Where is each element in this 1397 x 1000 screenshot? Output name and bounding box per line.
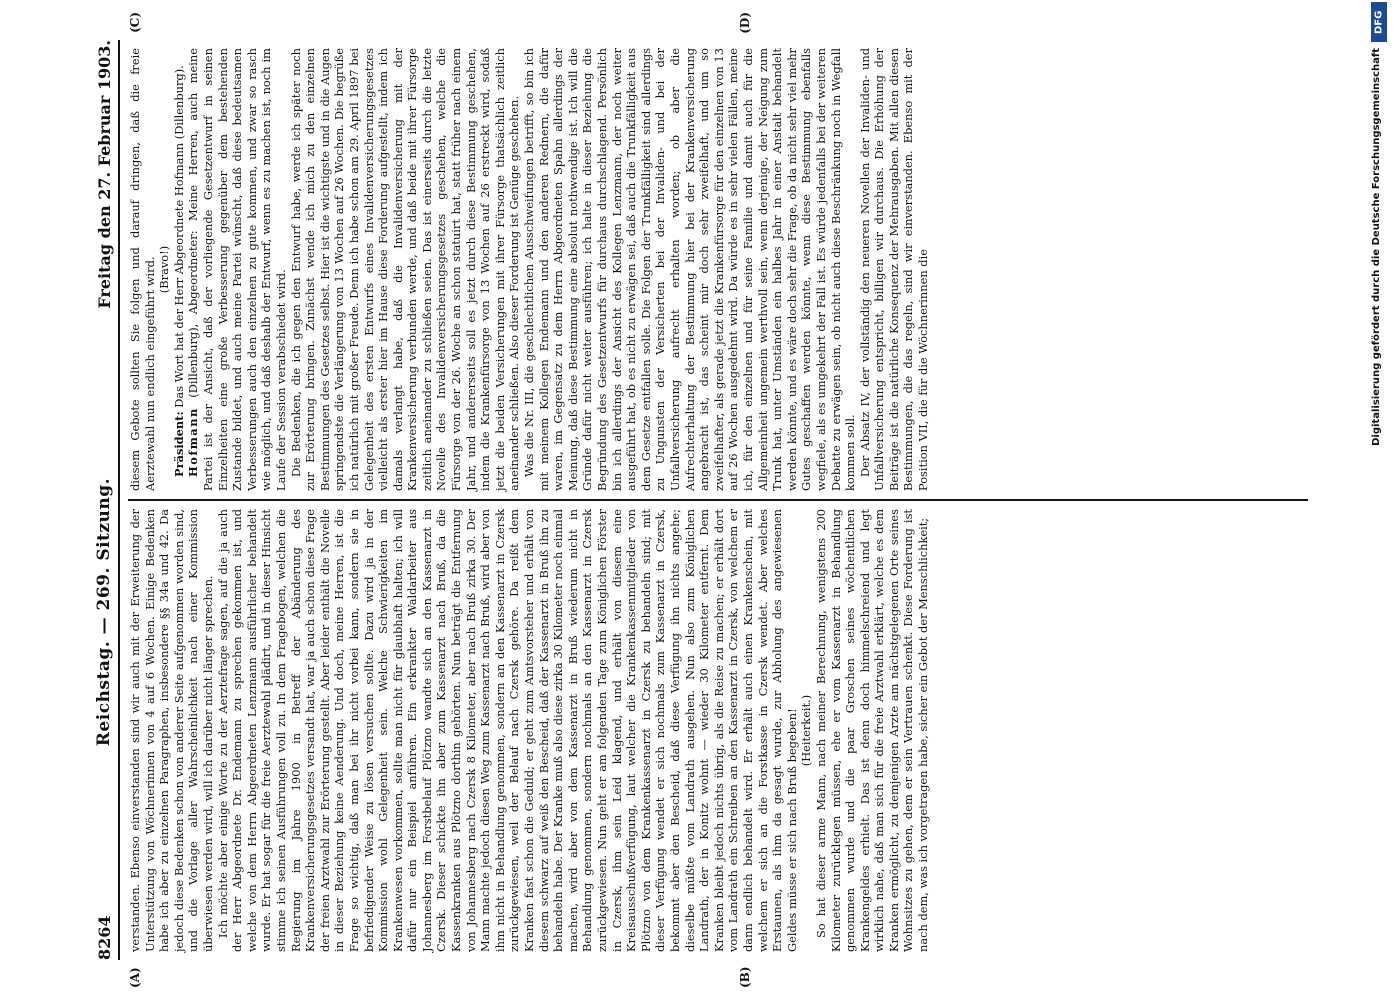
header-date: Freitag den 27. Februar 1903. <box>95 40 114 309</box>
interjection: (Bravo!) <box>157 245 172 294</box>
right-column <box>128 12 1308 499</box>
paragraph: So hat dieser arme Mann, nach meiner Berechnung, wenigstens 200 Kilometer zurücklegen müssen, ehe er vom Kassenarzt in Behandlung genommen wurde und die paar Groschen seines wöchentlichen Krankengeldes erhielt. Das ist denn doch himmelschreiend und legt wirklich nahe, daß man sich für die freie Arztwahl erklärt, welche es dem Kranken ermöglicht, zu demjenigen Arzte am nächstgelegenen Orte seines Wohnsitzes zu gehen, dem er sein Vertrauen schenkt. Diese Forderung ist nach dem, was ich vorgetragen habe, sicher ein Gebot der Menschlichkeit; <box>813 509 931 952</box>
speech-text: Das Wort hat der Herr Abgeordnete Hofmann (Dillenburg). <box>171 65 186 408</box>
speaker-name: Präsident: <box>171 411 186 477</box>
speech-text: (Dillenburg), Abgeordneter: Meine Herren, auch meine Partei ist der Ansicht, daß der vorliegende Gesetzentwurf in seinen Einzelheiten eine große Verbesserung gegenüber dem bestehenden Zustande bildet, und auch meine Partei wünscht, daß diese bedeutsamen Verbesserungen auch den einzelnen zu gute kommen, und zwar so rasch wie möglich, und daß deshalb der Entwurf, wenn es zu machen ist, noch im Laufe der Session verabschiedet wird. <box>186 48 288 491</box>
rotated-page <box>88 12 1308 988</box>
speaker-name: Hofmann <box>186 407 201 477</box>
paragraph <box>172 48 187 491</box>
interjection: (Heiterkeit.) <box>799 694 814 767</box>
credit-text: Digitalisierung gefördert durch die Deutsche Forschungsgemeinschaft <box>1371 48 1382 446</box>
left-column <box>128 499 1308 988</box>
paragraph: Die Bedenken, die ich gegen den Entwurf habe, werde ich später noch zur Erörterung bringen. Zunächst wende ich mich zu den einzelnen Bestimmungen des Gesetzes selbst. Hier ist die wichtigste und in die Augen springendste die Verlängerung von 13 Wochen auf 26 Wochen. Die begrüße ich natürlich mit großer Freude. Denn ich habe schon am 29. April 1897 bei Gelegenheit des ersten Entwurfs eines Invalidenversicherungsgesetzes vielleicht als erster hier im Hause diese Forderung aufgestellt, indem ich damals verlangt habe, daß die Invalidenversicherung mit der Krankenversicherung verbunden werde, und daß beide mit ihrer Fürsorge zeitlich aneinander zu schließen seien. Das ist einerseits durch die letzte Novelle des Invalidenversicherungsgesetzes geschehen, welche die Fürsorge von der 26. Woche an schon statuirt hat, statt früher nach einem Jahr, und andererseits soll es jetzt durch diese Bestimmung geschehen, indem die Krankenfürsorge von 13 Wochen auf 26 erstreckt wird, sodaß jetzt die beiden Versicherungen mit ihrer Fürsorge thatsächlich zeitlich aneinander schließen. Also dieser Forderung ist Genüge geschehen. <box>288 48 522 491</box>
paragraph: Ich möchte aber einige Worte zu der Aerztefrage sagen, auf die ja auch der Herr Abgeordnete Dr. Endemann zu sprechen gekommen ist, und welche von dem Herrn Abgeordneten Lenzmann ausführlicher behandelt wurde. Er hat sogar für die freie Aerztewahl plädirt, und in dieser Hinsicht stimme ich seinen Ausführungen voll zu. In dem Fragebogen, welchen die Regierung im Jahre 1900 in Betreff der Abänderung des Krankenversicherungsgesetzes versandt hat, war ja auch schon diese Frage der freien Arztwahl zur Erörterung gestellt. Aber leider enthält die Novelle in dieser Beziehung keine Aenderung. Und doch, meine Herren, ist die Frage so wichtig, daß man bei ihr nicht vorbei kann, sondern sie in befriedigender Weise zu lösen versuchen sollte. Dazu wird ja in der Kommission wohl Gelegenheit sein. Welche Schwierigkeiten im Krankenwesen vorkommen, sollte man nicht für glaubhaft halten; ich will dafür nur ein Beispiel anführen. Ein erkrankter Waldarbeiter aus Johannesberg im Forstbelauf Plötzno wandte sich an den Kassenarzt in Czersk. Dieser schickte ihn aber zum Kassenarzt nach Bruß, da die Kassenkranken aus Plötzno dorthin gehörten. Nun beträgt die Entfernung von Johannesberg nach Czersk 8 Kilometer, aber nach Bruß zirka 30. Der Mann machte jedoch diesen Weg zum Kassenarzt nach Bruß, wird aber von ihm nicht in Behandlung genommen, sondern an den Kassenarzt in Czersk zurückgewiesen, weil der Belauf nach Czersk gehöre. Da reißt dem Kranken fast schon die Geduld; er geht zum Amtsvorsteher und erhält von diesem schwarz auf weiß den Bescheid, daß der Kassenarzt in Bruß ihn zu behandeln habe. Der Kranke muß also diese zirka 30 Kilometer noch einmal machen, wird aber von dem Kassenarzt in Bruß wiederum nicht in Behandlung genommen, sondern nochmals an den Kassenarzt in Czersk zurückgewiesen. Nun geht er am folgenden Tage zum Königlichen Förster in Czersk, ihm sein Leid klagend, und erhält von diesem eine Kreisausschußverfügung, laut welcher die Krankenkassenmitglieder von Plötzno von dem Krankenkassenarzt in Czersk zu behandeln sind; mit dieser Verfügung wendet er sich nochmals zum Kassenarzt in Czersk, bekommt aber den Bescheid, daß diese Verfügung ihn nichts angehe; dieselbe müßte vom Landrath ausgehen. Nun also zum Königlichen Landrath, der in Konitz wohnt — wieder 30 Kilometer entfernt. Dem Kranken bleibt jedoch nichts übrig, als die Reise zu machen; er erhält dort vom Landrath ein Schreiben an den Kassenarzt in Czersk, von welchem er dann endlich behandelt wird. Er erhält auch einen Krankenschein, mit welchem er sich an die Forstkasse in Czersk wendet. Aber welches Erstaunen, als ihm da gesagt wurde, zur Abholung des angewiesenen Geldes müsse er sich nach Bruß begeben! <box>215 509 799 952</box>
margin-marker-c: (C) <box>128 12 142 33</box>
paragraph: Was die Nr. III, die geschlechtlichen Ausschweifungen betrifft, so bin ich mit meinem Kollegen Endemann und den anderen Rednern, die dafür waren, im Gegensatz zu dem Herrn Abgeordneten Spahn allerdings der Meinung, daß diese Bestimmung eine absolut nothwendige ist. Ich will die Gründe dafür nicht weiter ausführen; ich halte in dieser Beziehung die Begründung des Gesetzentwurfs für durchaus durchschlagend. Persönlich bin ich allerdings der Ansicht des Kollegen Lenzmann, der noch weiter ausgeführt hat, ob es nicht zu erwägen sei, daß auch die Trunkfälligkeit aus dem Gesetze entfallen solle. Die Folgen der Trunkfälligkeit sind allerdings zu Ungunsten der Versicherten bei der Invaliden- und bei der Unfallversicherung aufrecht erhalten worden; ob aber die Aufrechterhaltung der Bestimmung hier bei der Krankenversicherung angebracht ist, das scheint mir doch sehr zweifelhaft, und um so zweifelhafter, als gerade jetzt die Krankenfürsorge für den einzelnen von 13 auf 26 Wochen ausgedehnt wird. Da würde es in sehr vielen Fällen, meine ich, für den einzelnen und für seine Familie und damit auch für die Allgemeinheit ungemein werthvoll sein, wenn derjenige, der Neigung zum Trunk hat, unter Umständen ein halbes Jahr in einer Anstalt behandelt werden könnte, und es wäre doch sehr die Frage, ob da nicht sehr viel mehr Gutes geschaffen werden könnte, wenn diese Bestimmung ebenfalls wegfiele, als es umgekehrt der Fall ist. Es würde jedenfalls bei der weiteren Debatte zu erwägen sein, ob nicht auch diese Beschränkung noch in Wegfall kommen soll. <box>522 47 858 491</box>
margin-marker-a: (A) <box>128 967 142 988</box>
margin-marker-b: (B) <box>738 966 752 988</box>
text-columns <box>128 12 1308 988</box>
paragraph: diesem Gebote sollten Sie folgen und darauf dringen, daß die freie Aerztewahl nun endlich eingeführt wird. <box>128 48 157 491</box>
paragraph: Der Absatz IV, der vollständig den neueren Novellen der Invaliden- und Unfallversicherung entspricht, billigen wir durchaus. Die Erhöhung der Beiträge ist die natürliche Konsequenz der Mehrausgaben. Mit allen diesen Bestimmungen, die das regeln, sind wir einverstanden. Ebenso mit der Position VII, die für die Wöchnerinnen die <box>857 48 931 491</box>
paragraph <box>186 48 288 491</box>
digitization-credit <box>1365 0 1391 1000</box>
header-title: Reichstag. — 269. Sitzung. <box>94 477 114 747</box>
dfg-logo: DFG <box>1371 2 1387 42</box>
page-number: 8264 <box>95 915 114 960</box>
paragraph: verstanden. Ebenso einverstanden sind wir auch mit der Erweiterung der Unterstützung von Wöchnerinnen von 4 auf 6 Wochen. Einige Bedenken habe ich aber zu einzelnen Paragraphen, insbesondere §§ 34a und 42. Da jedoch diese Bedenken schon von anderer Seite aufgenommen worden sind, und die Vorlage aller Wahrscheinlichkeit nach einer Kommission überwiesen werden wird, will ich darüber nicht länger sprechen. <box>128 509 215 952</box>
page-header <box>88 40 120 960</box>
margin-marker-d: (D) <box>738 12 752 34</box>
